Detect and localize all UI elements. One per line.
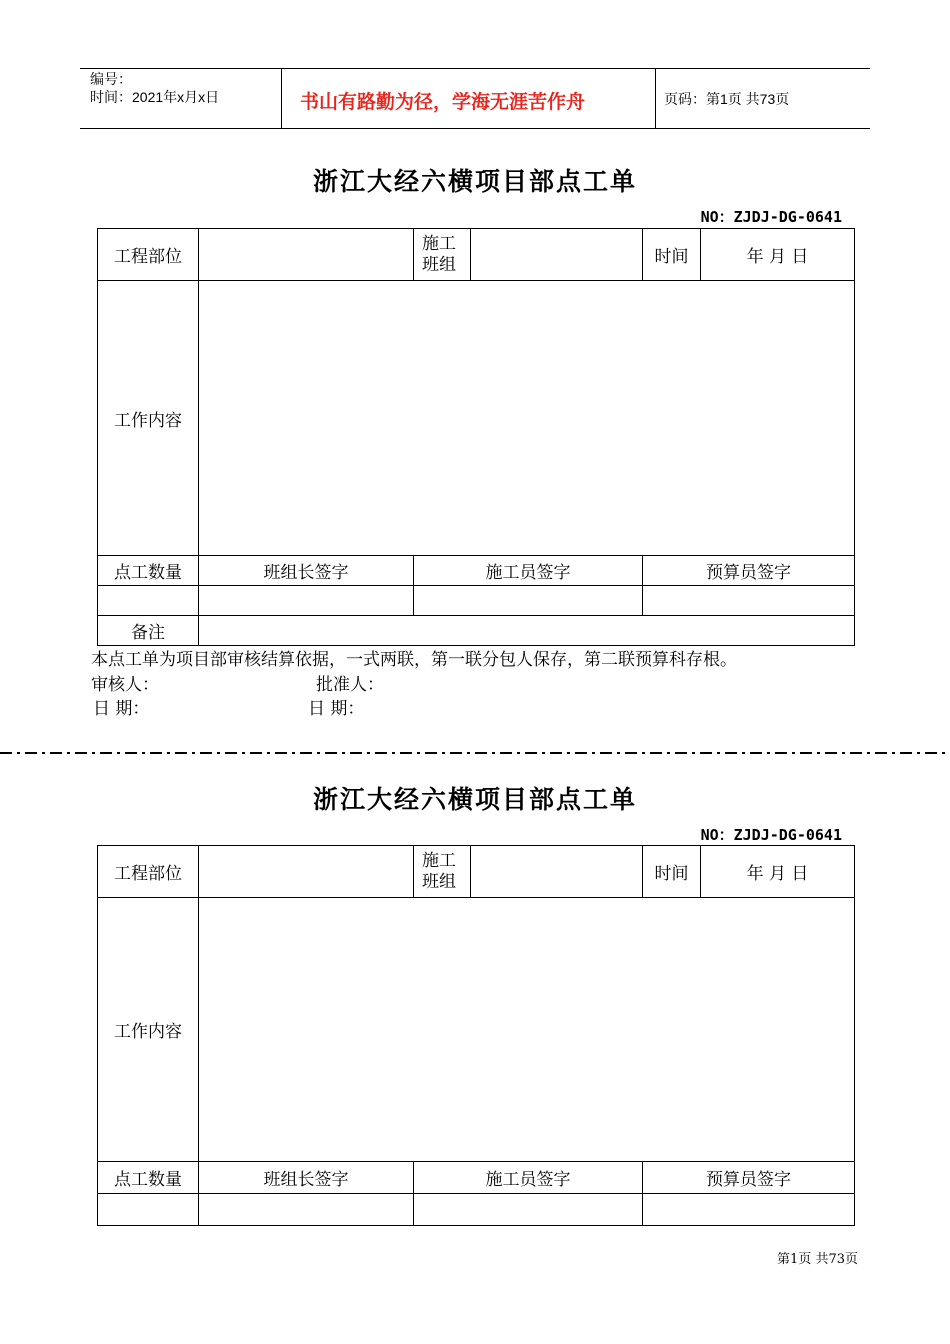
footer-page-number: 第1页 共73页 bbox=[777, 1252, 858, 1267]
form-title: 浙江大经六横项目部点工单 bbox=[312, 785, 637, 814]
location-label: 工程部位 bbox=[98, 229, 199, 281]
constructor-sign-field[interactable] bbox=[414, 586, 643, 616]
date-field[interactable]: 年 月 日 bbox=[701, 846, 855, 898]
team-label bbox=[414, 846, 471, 898]
leader-sign-field[interactable] bbox=[199, 1194, 414, 1226]
document-time: 时间：2021年x月x日 bbox=[90, 89, 220, 105]
budget-sign-label: 预算员签字 bbox=[643, 1162, 855, 1194]
budget-sign-field[interactable] bbox=[643, 1194, 855, 1226]
header-divider bbox=[281, 68, 282, 128]
leader-sign-field[interactable] bbox=[199, 586, 414, 616]
review-date-label: 日 期： bbox=[93, 699, 150, 719]
approve-date-label: 日 期： bbox=[308, 699, 365, 719]
location-label: 工程部位 bbox=[98, 846, 199, 898]
form-title: 浙江大经六横项目部点工单 bbox=[312, 167, 637, 196]
time-label: 时间 bbox=[643, 229, 701, 281]
work-content-label: 工作内容 bbox=[98, 898, 199, 1162]
work-content-field[interactable] bbox=[199, 281, 855, 556]
serial-label: 编号： bbox=[90, 71, 132, 87]
form-number: NO：ZJDJ-DG-0641 bbox=[700, 208, 842, 226]
quantity-field[interactable] bbox=[98, 586, 199, 616]
header-bottom-rule bbox=[80, 128, 870, 129]
reviewer-label: 审核人： bbox=[91, 675, 159, 695]
work-content-label: 工作内容 bbox=[98, 281, 199, 556]
quantity-label: 点工数量 bbox=[98, 1162, 199, 1194]
leader-sign-label: 班组长签字 bbox=[199, 1162, 414, 1194]
team-label-line-2: 班组 bbox=[422, 254, 456, 275]
constructor-sign-label: 施工员签字 bbox=[414, 556, 643, 586]
quantity-label: 点工数量 bbox=[98, 556, 199, 586]
work-order-form bbox=[97, 845, 855, 1226]
team-label-line-1: 施工 bbox=[422, 233, 456, 254]
header-divider bbox=[655, 68, 656, 128]
quantity-field[interactable] bbox=[98, 1194, 199, 1226]
team-label-line-1: 施工 bbox=[422, 850, 456, 871]
remark-field[interactable] bbox=[199, 616, 855, 646]
team-field[interactable] bbox=[471, 846, 643, 898]
constructor-sign-label: 施工员签字 bbox=[414, 1162, 643, 1194]
date-field[interactable]: 年 月 日 bbox=[701, 229, 855, 281]
form-note: 本点工单为项目部审核结算依据，一式两联，第一联分包人保存，第二联预算科存根。 bbox=[91, 650, 737, 670]
constructor-sign-field[interactable] bbox=[414, 1194, 643, 1226]
header-page-number: 页码：第1页 共73页 bbox=[664, 91, 790, 107]
location-field[interactable] bbox=[199, 229, 414, 281]
team-label bbox=[414, 229, 471, 281]
remark-label: 备注 bbox=[98, 616, 199, 646]
location-field[interactable] bbox=[199, 846, 414, 898]
team-field[interactable] bbox=[471, 229, 643, 281]
header-top-rule bbox=[80, 68, 870, 69]
work-order-form bbox=[97, 228, 855, 646]
approver-label: 批准人： bbox=[316, 675, 384, 695]
work-content-field[interactable] bbox=[199, 898, 855, 1162]
leader-sign-label: 班组长签字 bbox=[199, 556, 414, 586]
cut-line bbox=[0, 752, 950, 754]
time-label: 时间 bbox=[643, 846, 701, 898]
team-label-line-2: 班组 bbox=[422, 871, 456, 892]
header-motto: 书山有路勤为径，学海无涯苦作舟 bbox=[300, 91, 586, 113]
budget-sign-field[interactable] bbox=[643, 586, 855, 616]
budget-sign-label: 预算员签字 bbox=[643, 556, 855, 586]
form-number: NO：ZJDJ-DG-0641 bbox=[700, 826, 842, 844]
